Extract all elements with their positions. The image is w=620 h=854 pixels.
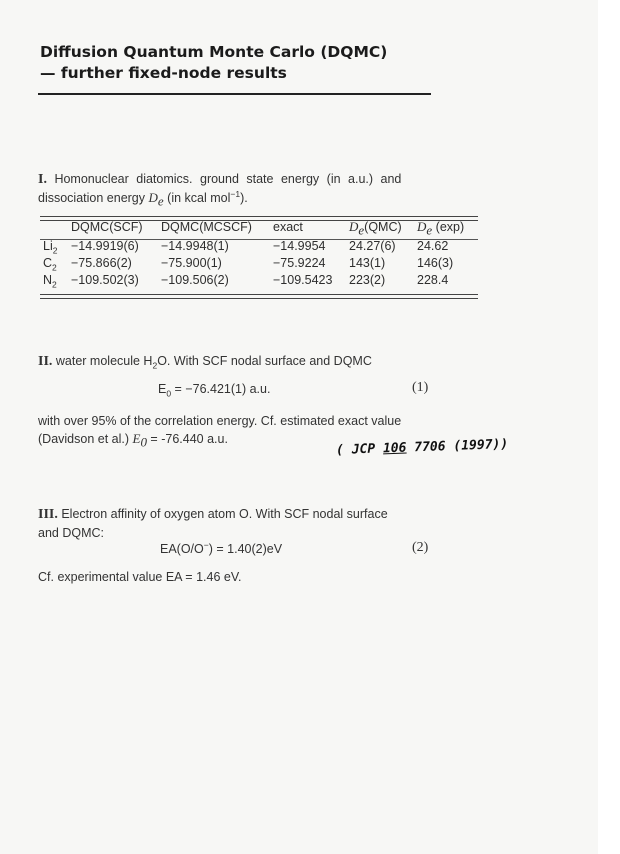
table-row — [40, 271, 478, 288]
equation-1-sub: 0 — [166, 388, 172, 399]
title-line-1: Diffusion Quantum Monte Carlo (DQMC) — [40, 43, 388, 61]
section-2 — [38, 352, 372, 371]
equation-1-rhs: = −76.421(1) a.u. — [171, 382, 271, 396]
title-line-2: — further fixed-node results — [40, 64, 287, 82]
header-molecule — [40, 217, 68, 237]
page-edge — [598, 0, 620, 854]
cell-de-qmc: 223(2) — [349, 272, 386, 287]
section-1-text-d: ). — [240, 191, 248, 205]
molecule-symbol: N — [43, 272, 53, 287]
table-header-row — [40, 217, 478, 237]
equation-1-number: (1) — [412, 380, 429, 395]
section-3-line-1 — [38, 505, 438, 524]
molecule-symbol: C — [43, 255, 53, 270]
molecule-subscript: 2 — [52, 245, 58, 255]
cell-exact: −109.5423 — [273, 272, 333, 287]
handwritten-suffix: ) — [500, 436, 509, 453]
cell-dqmc-mcscf: −14.9948(1) — [161, 238, 229, 253]
cell-dqmc-mcscf: −75.900(1) — [161, 255, 222, 270]
row-molecule — [40, 254, 68, 271]
equation-1 — [158, 382, 271, 399]
energy-sub: 0 — [140, 434, 147, 450]
section-1-text-b: dissociation energy — [38, 191, 146, 205]
section-3-number: III. — [38, 507, 58, 522]
water-subscript: 2 — [152, 360, 158, 371]
section-2-number: II. — [38, 354, 53, 369]
cell-dqmc-mcscf: −109.506(2) — [161, 272, 229, 287]
header-de-exp-sub: e — [426, 222, 433, 238]
molecule-symbol: Li — [43, 238, 53, 253]
header-de-exp-rest: (exp) — [435, 220, 465, 234]
handwritten-volume: 106 — [382, 440, 407, 457]
header-dqmc-scf: DQMC(SCF) — [71, 220, 143, 234]
cell-de-exp: 228.4 — [417, 272, 449, 287]
equation-2-sup: − — [203, 539, 209, 550]
row-molecule — [40, 237, 68, 254]
cell-de-qmc: 24.27(6) — [349, 238, 396, 253]
table-row — [40, 254, 478, 271]
handwritten-prefix: ( JCP — [335, 441, 384, 459]
cell-de-exp: 146(3) — [417, 255, 454, 270]
header-de-qmc-rest: (QMC) — [364, 220, 402, 234]
header-de-exp — [414, 217, 478, 237]
section-1-number: I. — [38, 172, 47, 187]
cell-dqmc-scf: −109.502(3) — [71, 272, 139, 287]
symbol-d: D — [148, 190, 158, 205]
equation-2-number: (2) — [412, 540, 429, 555]
cell-exact: −14.9954 — [273, 238, 326, 253]
header-exact: exact — [273, 220, 303, 234]
section-3-line-2: and DQMC: — [38, 526, 104, 540]
table-row — [40, 237, 478, 254]
section-2-line-2: with over 95% of the correlation energy. Cf. estimated exact value — [38, 414, 402, 428]
section-3 — [38, 505, 438, 542]
handwritten-page: 7706 — [414, 439, 446, 456]
cell-exact: −75.9224 — [273, 255, 326, 270]
davidson-reference: (Davidson et al.) — [38, 432, 130, 446]
cell-de-qmc: 143(1) — [349, 255, 386, 270]
row-molecule — [40, 271, 68, 288]
header-dqmc-mcscf: DQMC(MCSCF) — [161, 220, 252, 234]
molecule-subscript: 2 — [52, 262, 57, 272]
header-de-exp-symbol: D — [417, 219, 427, 234]
header-de-qmc — [346, 217, 414, 237]
cell-dqmc-scf: −75.866(2) — [71, 255, 132, 270]
section-1-text-c: (in kcal mol — [167, 191, 231, 205]
exact-energy-value: = -76.440 a.u. — [146, 432, 228, 446]
header-de-qmc-sub: e — [358, 222, 365, 238]
table-bottom-rule — [40, 294, 478, 299]
section-2-text-b: O. With SCF nodal surface and DQMC — [157, 354, 372, 368]
section-1-text-a: Homonuclear diatomics. ground state energy (in a.u.) and — [54, 172, 402, 186]
molecule-subscript: 2 — [52, 279, 57, 289]
cell-de-exp: 24.62 — [417, 238, 449, 253]
header-de-qmc-symbol: D — [349, 219, 359, 234]
section-2-text-a: water molecule H — [55, 354, 153, 368]
cell-dqmc-scf: −14.9919(6) — [71, 238, 139, 253]
equation-2-rhs: ) = 1.40(2)eV — [208, 542, 283, 556]
page-title — [40, 42, 387, 84]
section-3-text-a: Electron affinity of oxygen atom O. With SCF nodal surface — [61, 507, 388, 521]
section-1-line-2 — [38, 189, 438, 207]
section-3-conclusion: Cf. experimental value EA = 1.46 eV. — [38, 570, 242, 584]
results-table — [40, 217, 478, 288]
symbol-d-sub: e — [157, 193, 164, 209]
title-underline — [38, 93, 431, 95]
section-1-line-1 — [38, 170, 438, 189]
unit-superscript: −1 — [230, 188, 241, 199]
handwritten-year: (1997) — [453, 437, 501, 454]
equation-1-lhs: E — [158, 382, 167, 396]
energy-symbol: E — [132, 431, 141, 446]
equation-2 — [160, 539, 283, 556]
equation-2-lhs: EA(O/O — [160, 542, 204, 556]
section-1 — [38, 170, 438, 207]
